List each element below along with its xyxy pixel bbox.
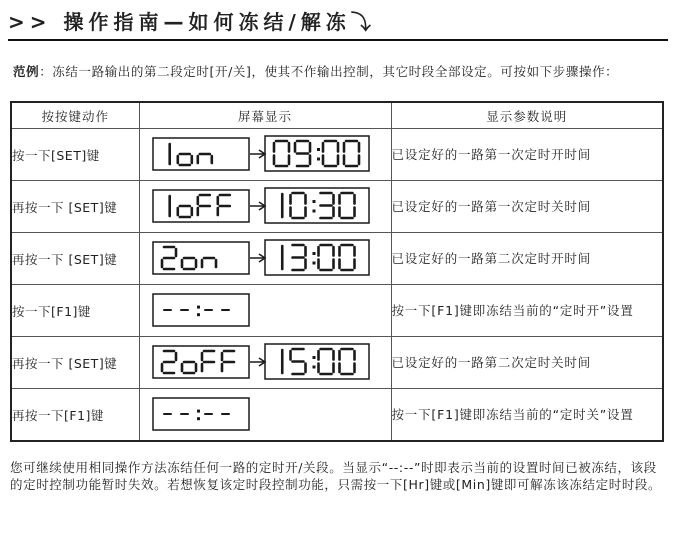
screen-cell [139, 285, 391, 337]
lcd-display [140, 181, 392, 232]
lcd-colon [197, 313, 200, 316]
lcd-display [140, 285, 392, 336]
desc-cell: 已设定好的一路第一次定时关时间 [391, 181, 663, 233]
lcd-colon [317, 158, 320, 161]
header-screen: 屏幕显示 [139, 102, 391, 129]
desc-cell: 已设定好的一路第一次定时开时间 [391, 129, 663, 181]
desc-cell: 按一下[F1]键即冻结当前的“定时关”设置 [391, 389, 663, 442]
screen-cell [139, 129, 391, 181]
table-row [11, 181, 663, 233]
lcd-colon [312, 356, 315, 359]
lcd-colon [197, 410, 200, 413]
action-cell: 再按一下 [SET]键 [11, 181, 139, 233]
lcd-display [140, 337, 392, 388]
lcd-colon [312, 252, 315, 255]
lcd-display [140, 233, 392, 284]
action-cell: 再按一下 [SET]键 [11, 233, 139, 285]
table-row [11, 337, 663, 389]
example-label: 范例 [13, 64, 40, 79]
action-cell: 按一下[SET]键 [11, 129, 139, 181]
screen-cell [139, 181, 391, 233]
lcd-display [140, 389, 392, 440]
example-text: ：冻结一路输出的第二段定时[开/关]，使其不作输出控制，其它时段全部设定。可按如下步骤操作： [39, 64, 619, 79]
table-row [11, 285, 663, 337]
table-row [11, 129, 663, 181]
page-header [8, 2, 668, 40]
lcd-display [140, 129, 392, 180]
desc-cell: 已设定好的一路第二次定时开时间 [391, 233, 663, 285]
desc-cell: 已设定好的一路第二次定时关时间 [391, 337, 663, 389]
footer-paragraph: 您可继续使用相同操作方法冻结任何一路的定时开/关段。当显示“--:--”时即表示当前的设置时间已被冻结，该段的定时控制功能暂时失效。若想恢复该定时段控制功能，只需按一下[Hr]键或[Min]键即可解冻该冻结定时时段。 [10, 460, 662, 492]
action-cell: 再按一下 [SET]键 [11, 337, 139, 389]
lcd-colon [197, 306, 200, 309]
page-title: >> 操作指南—如何冻结/解冻⤵ [8, 10, 376, 34]
screen-cell [139, 337, 391, 389]
table-row [11, 389, 663, 442]
action-cell: 按一下[F1]键 [11, 285, 139, 337]
lcd-colon [312, 200, 315, 203]
screen-cell [139, 233, 391, 285]
lcd-colon [317, 148, 320, 151]
action-cell: 再按一下[F1]键 [11, 389, 139, 442]
operation-table [10, 101, 664, 442]
header-desc: 显示参数说明 [391, 102, 663, 129]
header-rule [8, 39, 668, 41]
desc-cell: 按一下[F1]键即冻结当前的“定时开”设置 [391, 285, 663, 337]
lcd-colon [312, 366, 315, 369]
header-action: 按按键动作 [11, 102, 139, 129]
lcd-colon [197, 417, 200, 420]
table-header-row [11, 102, 663, 129]
screen-cell [139, 389, 391, 442]
example-paragraph [13, 64, 663, 80]
lcd-colon [312, 210, 315, 213]
table-row [11, 233, 663, 285]
lcd-colon [312, 262, 315, 265]
